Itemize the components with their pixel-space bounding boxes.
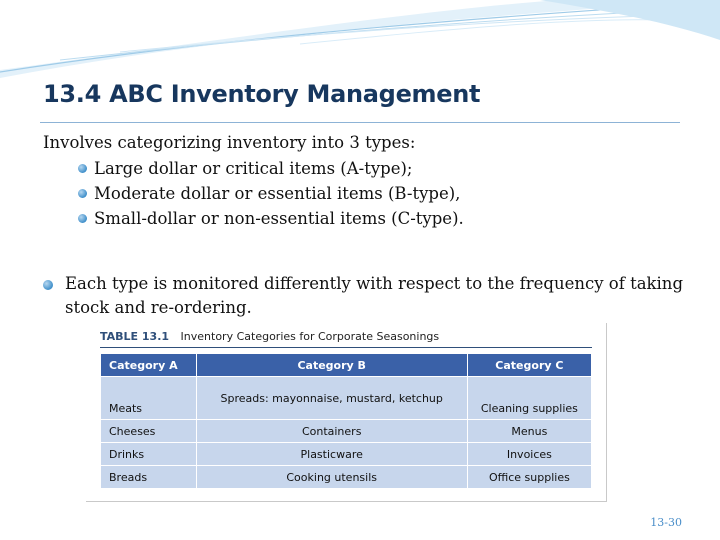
bullet-icon xyxy=(78,164,87,173)
main-bullet-text: Each type is monitored differently with respect to the frequency of taking stock and re-ordering. xyxy=(65,274,684,317)
table-cell: Office supplies xyxy=(467,466,591,489)
header-category-b: Category B xyxy=(196,354,467,377)
intro-text: Involves categorizing inventory into 3 types: xyxy=(43,133,416,152)
table-cell: Plasticware xyxy=(196,443,467,466)
table-row xyxy=(101,420,592,443)
sub-bullet-list xyxy=(78,156,464,231)
caption-rule xyxy=(100,347,592,348)
table-cell: Menus xyxy=(467,420,591,443)
table-cell: Cheeses xyxy=(101,420,197,443)
table-cell: Drinks xyxy=(101,443,197,466)
sub-bullet-text: Large dollar or critical items (A-type); xyxy=(94,159,413,178)
table-row xyxy=(101,443,592,466)
table-header-row xyxy=(101,354,592,377)
table-cell: Cooking utensils xyxy=(196,466,467,489)
inventory-table-figure xyxy=(86,323,607,502)
table-cell: Cleaning supplies xyxy=(467,377,591,420)
table-cell: Meats xyxy=(101,377,197,420)
table-row xyxy=(101,377,592,420)
table-caption xyxy=(100,330,439,343)
slide-title: 13.4 ABC Inventory Management xyxy=(43,80,481,108)
table-number: TABLE 13.1 xyxy=(100,330,170,343)
title-underline xyxy=(40,122,680,123)
header-category-c: Category C xyxy=(467,354,591,377)
table-caption-text: Inventory Categories for Corporate Seasonings xyxy=(180,330,440,343)
sub-bullet-text: Small-dollar or non-essential items (C-type). xyxy=(94,209,464,228)
table-cell: Containers xyxy=(196,420,467,443)
header-category-a: Category A xyxy=(101,354,197,377)
header-swoosh-decoration xyxy=(0,0,720,80)
page-number: 13-30 xyxy=(650,516,682,529)
list-item xyxy=(78,181,464,206)
main-bullet-list xyxy=(43,272,683,320)
list-item xyxy=(78,156,464,181)
list-item xyxy=(43,272,683,320)
inventory-categories-table xyxy=(100,353,592,489)
bullet-icon xyxy=(43,280,53,290)
list-item xyxy=(78,206,464,231)
table-cell: Spreads: mayonnaise, mustard, ketchup xyxy=(196,377,467,420)
table-row xyxy=(101,466,592,489)
table-cell: Breads xyxy=(101,466,197,489)
table-cell: Invoices xyxy=(467,443,591,466)
sub-bullet-text: Moderate dollar or essential items (B-type), xyxy=(94,184,461,203)
bullet-icon xyxy=(78,214,87,223)
bullet-icon xyxy=(78,189,87,198)
